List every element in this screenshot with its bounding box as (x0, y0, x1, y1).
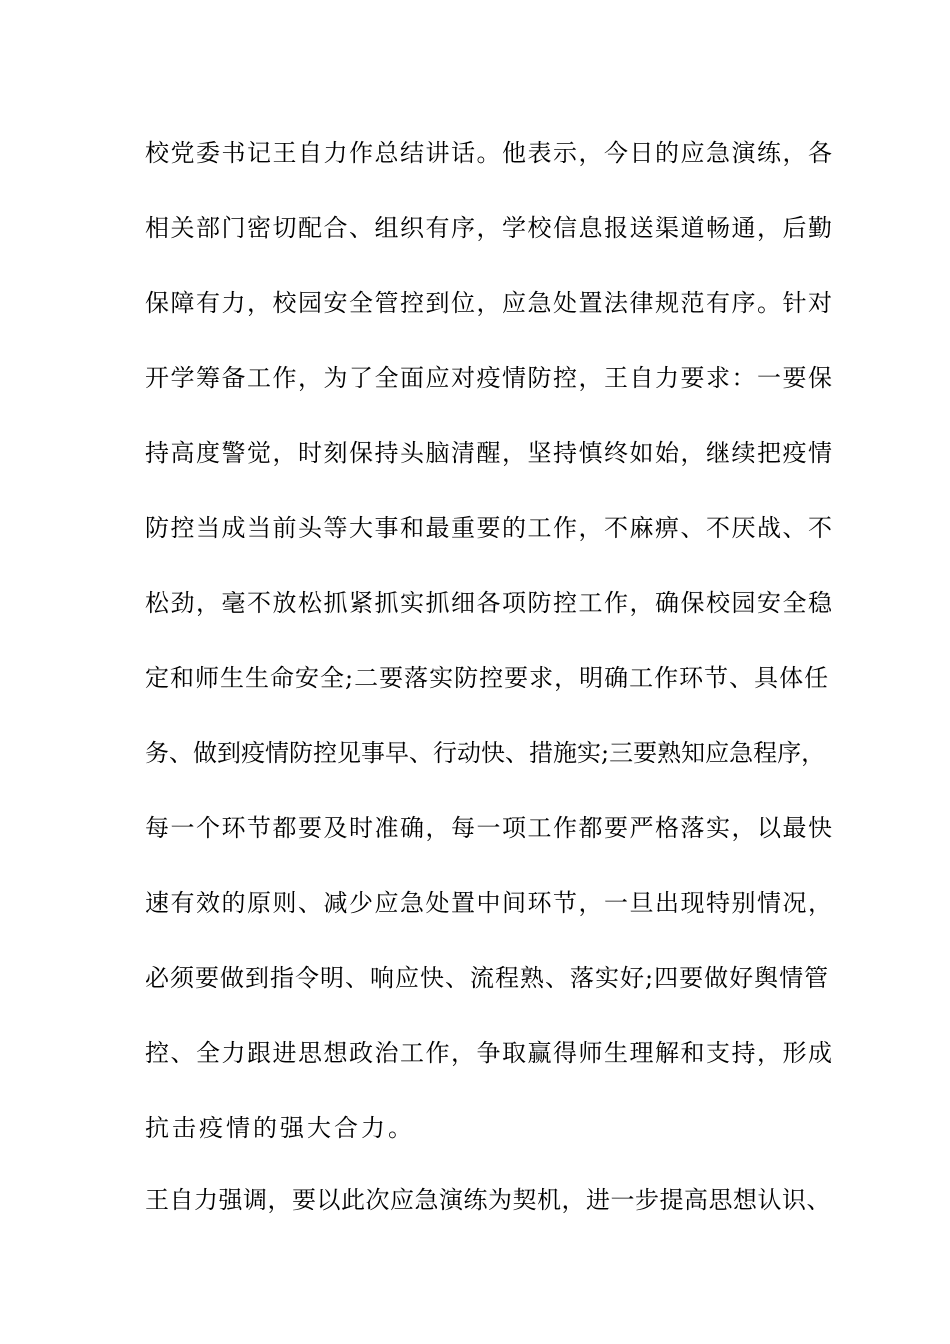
paragraph-1-line-7: 松劲，毫不放松抓紧抓实抓细各项防控工作，确保校园安全稳 (145, 589, 834, 617)
paragraph-1-line-5: 持高度警觉，时刻保持头脑清醒，坚持慎终如始，继续把疫情 (145, 439, 834, 467)
paragraph-1-line-14: 抗击疫情的强大合力。 (145, 1114, 415, 1142)
paragraph-2-line-1: 王自力强调，要以此次应急演练为契机，进一步提高思想认识、 (145, 1186, 831, 1214)
paragraph-1-line-10: 每一个环节都要及时准确，每一项工作都要严格落实，以最快 (145, 814, 834, 842)
paragraph-1-line-3: 保障有力，校园安全管控到位，应急处置法律规范有序。针对 (145, 289, 834, 317)
paragraph-1-line-9: 务、做到疫情防控见事早、行动快、措施实;三要熟知应急程序， (145, 739, 826, 767)
paragraph-1-line-2: 相关部门密切配合、组织有序，学校信息报送渠道畅通，后勤 (145, 214, 834, 242)
paragraph-1-line-6: 防控当成当前头等大事和最重要的工作，不麻痹、不厌战、不 (145, 514, 834, 542)
paragraph-1-line-8: 定和师生生命安全;二要落实防控要求，明确工作环节、具体任 (145, 664, 830, 692)
paragraph-1-line-11: 速有效的原则、减少应急处置中间环节，一旦出现特别情况， (145, 889, 834, 917)
paragraph-1-line-1: 校党委书记王自力作总结讲话。他表示，今日的应急演练，各 (145, 139, 834, 167)
paragraph-1-line-4: 开学筹备工作，为了全面应对疫情防控，王自力要求：一要保 (145, 364, 834, 392)
paragraph-1-line-12: 必须要做到指令明、响应快、流程熟、落实好;四要做好舆情管 (145, 964, 830, 992)
paragraph-1-line-13: 控、全力跟进思想政治工作，争取赢得师生理解和支持，形成 (145, 1039, 834, 1067)
